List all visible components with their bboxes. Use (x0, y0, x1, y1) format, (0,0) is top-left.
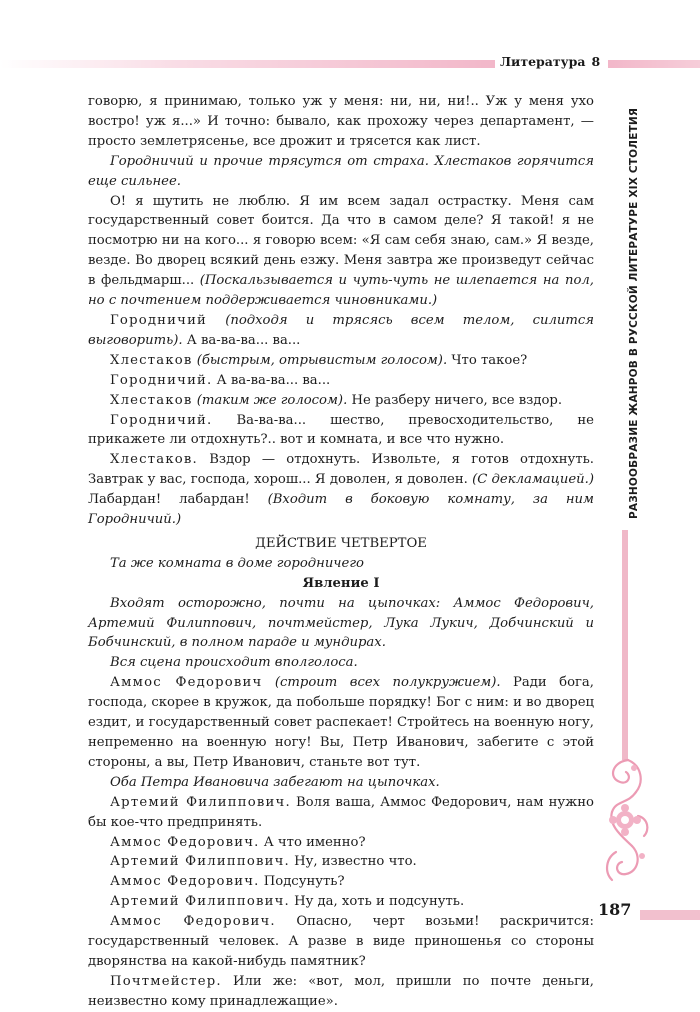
speech-text: Опасно, черт возьми! раскричится: государственный человек. А разве в виде приношенья со стороны дворянства на какой-нибудь памятник? (88, 914, 594, 969)
dialogue-line (88, 371, 594, 391)
speech-text: Вздор — отдохнуть. Извольте, я готов отдохнуть. Завтрак у вас, господа, хорош... Я доволен, я доволен. (88, 452, 594, 488)
speaker-name: Аммос Федорович (110, 675, 263, 691)
page-number: 187 (598, 900, 632, 919)
speaker-name: Городничий (110, 312, 208, 328)
speech-text: Ну, известно что. (294, 854, 417, 870)
dialogue-line (88, 892, 594, 912)
stage-direction (88, 653, 594, 673)
stage-direction-text: (быстрым, отрывистым голосом). (196, 352, 448, 368)
speech-text: А ва-ва-ва... ва... (216, 372, 331, 388)
page-body (88, 92, 594, 1012)
header-decor-bar-right (608, 60, 700, 68)
stage-direction (88, 152, 594, 192)
speech-text: А ва-ва-ва... ва... (186, 332, 301, 348)
speech-text: Ва-ва-ва... шество, превосходительство, не прикажете ли отдохнуть?.. вот и комната, и все что нужно. (88, 412, 594, 448)
dialogue-line (88, 673, 594, 773)
dialogue-line (88, 411, 594, 451)
stage-direction-text: (строит всех полукружием). (274, 675, 501, 691)
speech-text: Лабардан! лабардан! (88, 492, 250, 508)
running-header (500, 54, 600, 69)
stage-direction-text: Вся сцена происходит вполголоса. (110, 655, 358, 671)
speaker-name: Аммос Федорович. (110, 914, 276, 930)
dialogue-line (88, 450, 594, 530)
dialogue-line (88, 351, 594, 371)
stage-direction (88, 773, 594, 793)
stage-direction-text: (таким же голосом). (196, 392, 348, 408)
dialogue-line (88, 793, 594, 833)
act-title: ДЕЙСТВИЕ ЧЕТВЕРТОЕ (255, 535, 427, 551)
speaker-name: Артемий Филиппович. (110, 894, 290, 910)
header-subject: Литература (500, 54, 586, 69)
speaker-name: Хлестаков (110, 352, 193, 368)
stage-direction-text: Входят осторожно, почти на цыпочках: Аммос Федорович, Артемий Филиппович, почтмейстер, Лука Лукич, Добчинский и Бобчинский, в полном параде и мундирах. (88, 595, 594, 651)
speech-text: Или же: «вот, мол, пришли по почте деньги, неизвестно кому принадлежащие». (88, 973, 594, 1009)
dialogue-line (88, 972, 594, 1012)
speaker-name: Аммос Федорович. (110, 874, 260, 890)
dialogue-line (88, 311, 594, 351)
speech-text: Подсунуть? (263, 874, 345, 890)
speaker-name: Артемий Филиппович. (110, 794, 291, 810)
header-decor-bar-left (0, 60, 495, 68)
dialogue-line (88, 833, 594, 853)
dialogue-line (88, 912, 594, 972)
paragraph: говорю, я принимаю, только уж у меня: ни, ни, ни!.. Уж у меня ухо востро! уж я...» И точно: бывало, как прохожу через департамент, — просто землетрясенье, все дрожит и трясется как лист. (88, 94, 594, 149)
stage-direction-text: (подходя и трясясь всем телом, силится выговорить). (88, 312, 594, 348)
stage-direction (88, 594, 594, 654)
speaker-name: Городничий. (110, 372, 213, 388)
speech-text: Что такое? (451, 352, 528, 368)
setting-line (88, 554, 594, 574)
side-decor-strip (622, 530, 628, 760)
speech-text: А что именно? (263, 834, 366, 850)
speaker-name: Хлестаков. (110, 452, 198, 468)
stage-direction-text: Городничий и прочие трясутся от страха. Хлестаков горячится еще сильнее. (88, 153, 594, 189)
speaker-name: Хлестаков (110, 392, 193, 408)
stage-direction-text: (Поскальзывается и чуть-чуть не шлепается на пол, но с почтением поддерживается чиновниками.) (88, 273, 594, 309)
dialogue-line (88, 872, 594, 892)
header-grade: 8 (591, 54, 601, 69)
dialogue-line (88, 852, 594, 872)
stage-direction-text: Оба Петра Ивановича забегают на цыпочках. (110, 774, 440, 790)
speaker-name: Аммос Федорович. (110, 834, 260, 850)
speech-text: Ну да, хоть и подсунуть. (294, 894, 465, 910)
speech-text: Воля ваша, Аммос Федорович, нам нужно бы кое-что предпринять. (88, 794, 594, 830)
setting-text: Та же комната в доме городничего (110, 555, 364, 571)
scene-title: Явление I (302, 575, 380, 591)
speaker-name: Городничий. (110, 412, 213, 428)
speaker-name: Артемий Филиппович. (110, 854, 290, 870)
dialogue-line (88, 391, 594, 411)
stage-direction-text: (С декламацией.) (472, 472, 594, 488)
speech-text: О! я шутить не люблю. Я им всем задал острастку. Меня сам государственный совет боится. Да что в самом деле? Я такой! я не посмотрю ни на кого... я говорю всем: «Я сам себя знаю, сам.» Я везде, везде. Во дворец всякий день езжу. Меня завтра же произведут сейчас в фельдмарш... (88, 193, 594, 289)
speech-text: Ради бога, господа, скорее в кружок, да побольше порядку! Бог с ним: и во дворец ездит, и государственный совет распекает! Стройтесь на военную ногу, непременно на военную ногу! Вы, Петр Иванович, забегите с этой стороны, а вы, Петр Иванович, станьте вот тут. (88, 675, 594, 770)
stage-direction-text: (Входит в боковую комнату, за ним Городничий.) (88, 492, 594, 528)
floral-ornament-icon (598, 756, 654, 886)
side-chapter-title: РАЗНООБРАЗИЕ ЖАНРОВ В РУССКОЙ ЛИТЕРАТУРЕ XIX СТОЛЕТИЯ (628, 107, 640, 519)
speaker-name: Почтмейстер. (110, 973, 222, 989)
paragraph (88, 192, 594, 311)
speech-text: Не разберу ничего, все вздор. (351, 392, 563, 408)
page-number-bar (640, 910, 700, 920)
